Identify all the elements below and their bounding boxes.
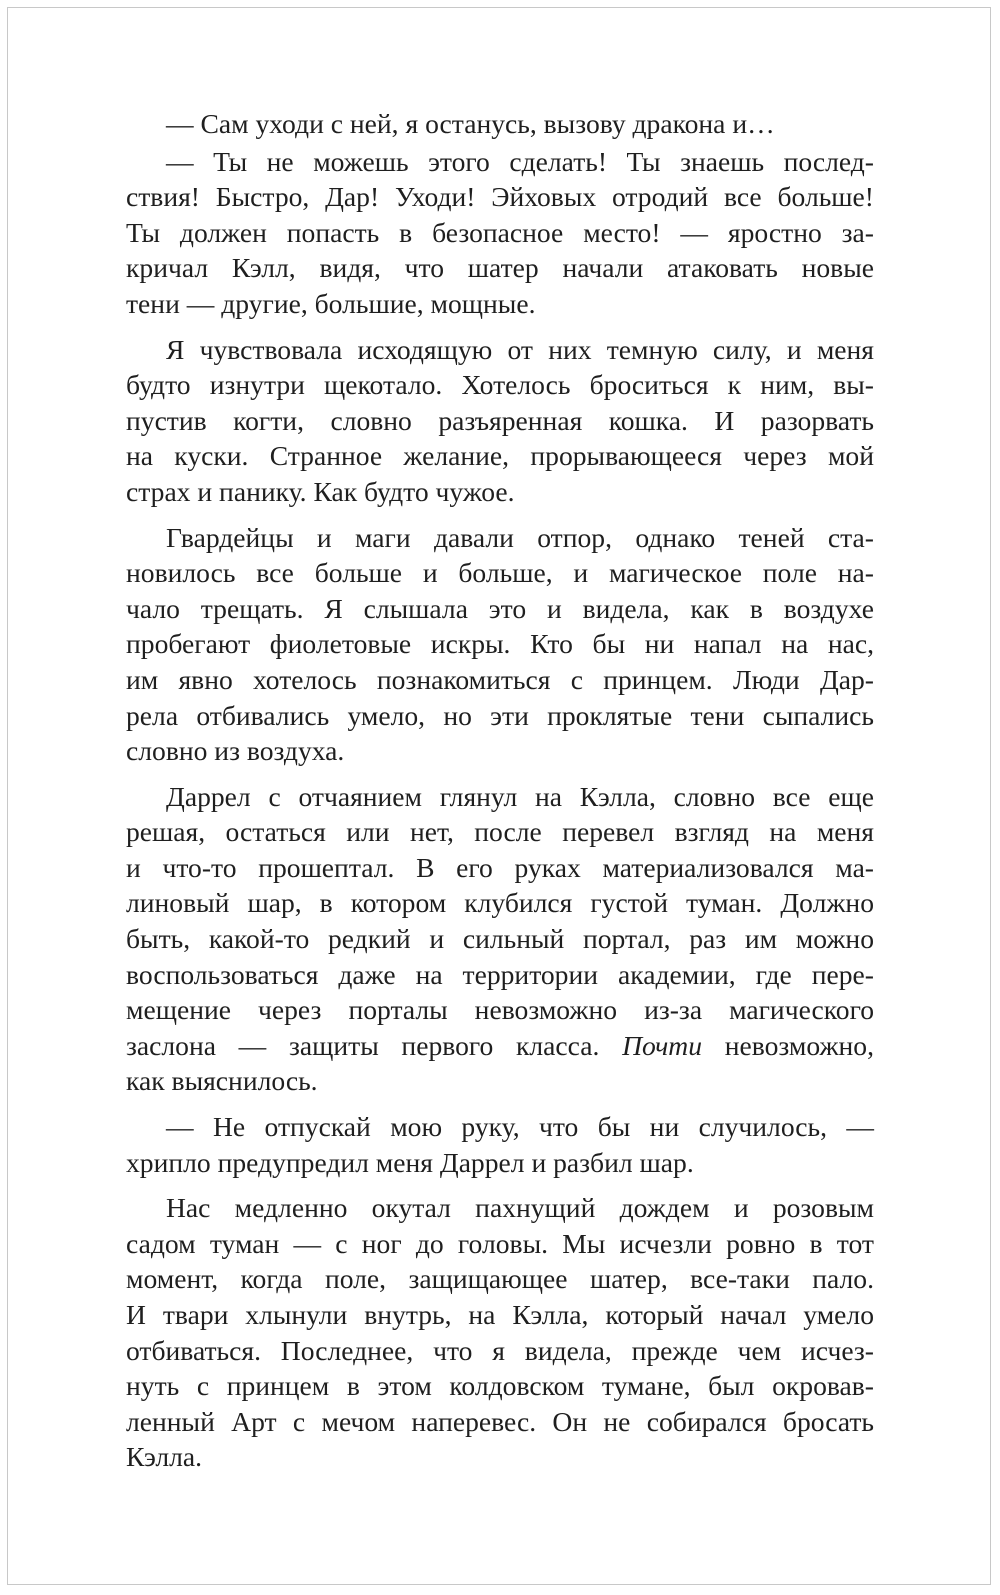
text-line: Гвардейцы и маги давали отпор, однако теней ста- xyxy=(166,521,874,553)
text-line: словно из воздуха. xyxy=(126,735,345,767)
text-line: чало трещать. Я слышала это и видела, как в воздухе xyxy=(126,592,874,624)
text-line: решая, остаться или нет, после перевел взгляд на меня xyxy=(126,816,874,848)
paragraph-1 xyxy=(126,106,874,142)
text-line: страх и панику. Как будто чужое. xyxy=(126,475,515,507)
text-line: нуть с принцем в этом колдовском тумане, был окровав- xyxy=(126,1370,874,1402)
text-line: пробегают фиолетовые искры. Кто бы ни напал на нас, xyxy=(126,628,874,660)
text-line: мещение через порталы невозможно из-за магического xyxy=(126,994,874,1026)
text-line: момент, когда поле, защищающее шатер, все-таки пало. xyxy=(126,1263,874,1295)
text-line: как выяснилось. xyxy=(126,1065,318,1097)
paragraph-3 xyxy=(126,332,874,510)
text-line: тени — другие, большие, мощные. xyxy=(126,287,536,319)
text-line: Ты должен попасть в безопасное место! — яростно за- xyxy=(126,216,874,248)
text-line: И твари хлынули внутрь, на Кэлла, который начал умело xyxy=(126,1299,874,1330)
text-line: хрипло предупредил меня Даррел и разбил шар. xyxy=(126,1146,694,1178)
paragraph-5 xyxy=(126,779,874,1099)
page-text xyxy=(126,106,874,1475)
text-line: ленный Арт с мечом наперевес. Он не собирался бросать xyxy=(126,1405,874,1437)
text-line: Я чувствовала исходящую от них темную силу, и меня xyxy=(166,333,874,365)
text-line: — Не отпускай мою руку, что бы ни случилось, — xyxy=(166,1111,874,1143)
text-line: на куски. Странное желание, прорывающееся через мой xyxy=(126,440,874,472)
text-line: отбиваться. Последнее, что я видела, прежде чем исчез- xyxy=(126,1334,874,1366)
book-page xyxy=(7,7,991,1585)
paragraph-4 xyxy=(126,520,874,769)
text-line: ствия! Быстро, Дар! Уходи! Эйховых отродий все больше! xyxy=(126,181,874,213)
italic-word: Почти xyxy=(622,1029,703,1061)
text-line: Кэлла. xyxy=(126,1441,203,1473)
text-line: кричал Кэлл, видя, что шатер начали атаковать новые xyxy=(126,252,874,284)
paragraph-7 xyxy=(126,1190,874,1475)
text-line: новилось все больше и больше, и магическое поле на- xyxy=(126,557,874,589)
text-line: линовый шар, в котором клубился густой туман. Должно xyxy=(126,887,874,919)
text-line: будто изнутри щекотало. Хотелось броситься к ним, вы- xyxy=(126,369,874,401)
text-line: им явно хотелось познакомиться с принцем. Люди Дар- xyxy=(126,663,874,695)
text-line: пустив когти, словно разъяренная кошка. И разорвать xyxy=(126,404,874,436)
text-line: и что-то прошептал. В его руках материализовался ма- xyxy=(126,851,874,883)
text-line: — Сам уходи с ней, я останусь, вызову дракона и… xyxy=(166,108,775,139)
text-line: воспользоваться даже на территории академии, где пере- xyxy=(126,958,874,990)
text-segment: невозможно, xyxy=(702,1029,874,1061)
text-line: Нас медленно окутал пахнущий дождем и розовым xyxy=(166,1192,874,1224)
paragraph-2 xyxy=(126,144,874,322)
text-line: рела отбивались умело, но эти проклятые тени сыпались xyxy=(126,699,874,731)
text-line-with-italic xyxy=(126,1028,874,1064)
text-line: садом туман — с ног до головы. Мы исчезли ровно в тот xyxy=(126,1227,874,1259)
text-line: быть, какой-то редкий и сильный портал, раз им можно xyxy=(126,923,874,955)
text-segment: заслона — защиты первого класса. xyxy=(126,1029,623,1061)
text-line: — Ты не можешь этого сделать! Ты знаешь послед- xyxy=(166,145,874,177)
text-line: Даррел с отчаянием глянул на Кэлла, словно все еще xyxy=(166,780,874,812)
paragraph-6 xyxy=(126,1109,874,1180)
